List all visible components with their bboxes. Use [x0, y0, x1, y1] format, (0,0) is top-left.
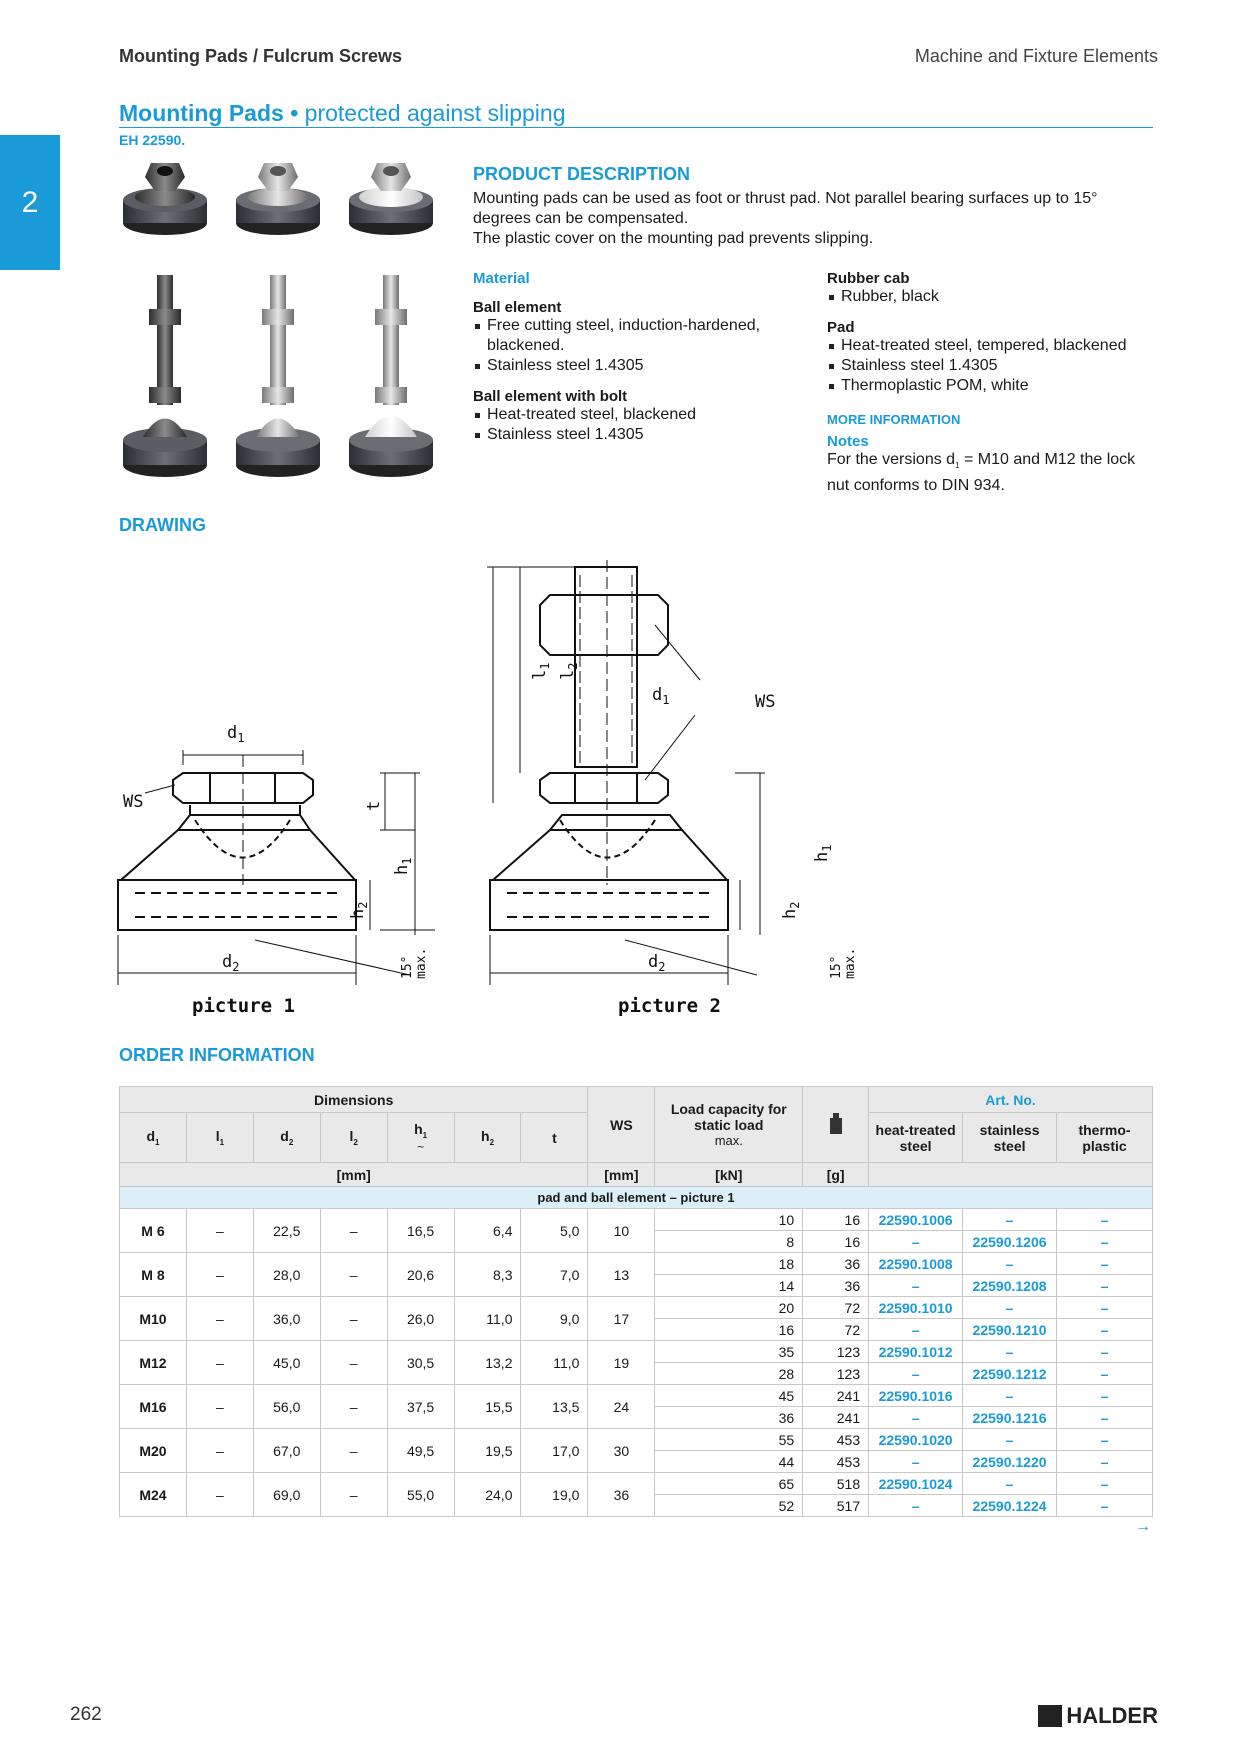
cell-d2: 56,0: [253, 1385, 320, 1429]
cell-stainless: –: [963, 1253, 1057, 1275]
cell-l1: –: [186, 1473, 253, 1517]
cell-l1: –: [186, 1429, 253, 1473]
photo-pad-white: [349, 163, 433, 235]
l1-label: $l_1$: [530, 662, 552, 680]
cell-d2: 45,0: [253, 1341, 320, 1385]
picture-2-caption: picture 2: [618, 995, 721, 1017]
cell-heat: –: [869, 1407, 963, 1429]
cell-g: 241: [803, 1385, 869, 1407]
rubber-cab-list: [827, 287, 1157, 307]
title-bold: Mounting Pads •: [119, 100, 299, 126]
table-row: [120, 1297, 1153, 1319]
cell-l1: –: [186, 1385, 253, 1429]
page-title: [119, 100, 566, 127]
cell-h1: 20,6: [387, 1253, 454, 1297]
cell-load: 44: [655, 1451, 803, 1473]
cell-heat: –: [869, 1319, 963, 1341]
pad-label: Pad: [827, 319, 855, 336]
cell-t: 5,0: [521, 1209, 588, 1253]
unit-mm: [mm]: [120, 1163, 588, 1187]
cell-heat[interactable]: 22590.1020: [869, 1429, 963, 1451]
drawing-picture-1-shapes: [118, 750, 435, 985]
notes-sub: 1: [955, 461, 960, 471]
cell-d1: M10: [120, 1297, 187, 1341]
cell-load: 36: [655, 1407, 803, 1429]
cell-h2: 8,3: [454, 1253, 521, 1297]
d1-label-2: $d_1$: [652, 685, 670, 707]
angle-label-2: 15°: [829, 955, 844, 979]
rubber-cab-label: Rubber cab: [827, 270, 910, 287]
cell-stainless: –: [963, 1209, 1057, 1231]
cell-g: 123: [803, 1363, 869, 1385]
cell-t: 19,0: [521, 1473, 588, 1517]
cell-load: 18: [655, 1253, 803, 1275]
ball-element-bolt-label: Ball element with bolt: [473, 388, 628, 405]
notes-post: = M10 and M12 the lock nut conforms to DIN 934.: [827, 451, 1136, 495]
cell-load: 52: [655, 1495, 803, 1517]
table-row: [120, 1473, 1153, 1495]
cell-d1: M12: [120, 1341, 187, 1385]
list-item: Rubber, black: [827, 287, 1157, 307]
cell-d1: M 8: [120, 1253, 187, 1297]
max-label-2: max.: [843, 947, 858, 979]
material-column: [473, 270, 803, 445]
ws-header: WS: [588, 1087, 655, 1163]
table-row: [120, 1341, 1153, 1363]
cell-stainless[interactable]: 22590.1212: [963, 1363, 1057, 1385]
cell-heat[interactable]: 22590.1010: [869, 1297, 963, 1319]
cell-g: 453: [803, 1429, 869, 1451]
continue-arrow-icon[interactable]: →: [1135, 1518, 1151, 1535]
list-item: Stainless steel 1.4305: [473, 425, 803, 445]
cell-l2: –: [320, 1297, 387, 1341]
cell-h1: 37,5: [387, 1385, 454, 1429]
chapter-tab[interactable]: 2: [0, 135, 60, 270]
cell-h2: 15,5: [454, 1385, 521, 1429]
cell-thermo: –: [1057, 1319, 1153, 1341]
cell-thermo: –: [1057, 1429, 1153, 1451]
order-table-header: [120, 1087, 1153, 1187]
d2-label-2: $d_2$: [648, 952, 666, 974]
cell-g: 517: [803, 1495, 869, 1517]
drawing-picture-2-shapes: [487, 560, 765, 985]
cell-g: 36: [803, 1275, 869, 1297]
photo-bolt-steel: [236, 275, 320, 477]
photo-bolt-dark: [123, 275, 207, 477]
cell-d1: M16: [120, 1385, 187, 1429]
cell-stainless[interactable]: 22590.1208: [963, 1275, 1057, 1297]
cell-load: 10: [655, 1209, 803, 1231]
cell-g: 518: [803, 1473, 869, 1495]
cell-l1: –: [186, 1297, 253, 1341]
load-max-text: max.: [714, 1133, 743, 1148]
h1-label-2: $h_1$: [812, 844, 834, 862]
cell-g: 16: [803, 1231, 869, 1253]
cell-l1: –: [186, 1253, 253, 1297]
table-row: [120, 1429, 1153, 1451]
cell-g: 16: [803, 1209, 869, 1231]
cell-d1: M 6: [120, 1209, 187, 1253]
cell-ws: 17: [588, 1297, 655, 1341]
brand-logo: [1038, 1703, 1158, 1729]
cell-h2: 13,2: [454, 1341, 521, 1385]
h2-label: $h_2$: [348, 901, 370, 919]
d2-label: $d_2$: [222, 952, 240, 974]
col-l1: $l_1$: [186, 1113, 253, 1163]
notes-pre: For the versions d: [827, 451, 956, 468]
running-header-left: Mounting Pads / Fulcrum Screws: [119, 46, 403, 66]
cell-load: 8: [655, 1231, 803, 1253]
cell-load: 55: [655, 1429, 803, 1451]
cell-ws: 24: [588, 1385, 655, 1429]
photo-bolt-white: [349, 275, 433, 477]
cell-thermo: –: [1057, 1297, 1153, 1319]
cell-h1: 16,5: [387, 1209, 454, 1253]
load-header: [655, 1087, 803, 1163]
cell-g: 36: [803, 1253, 869, 1275]
cell-load: 28: [655, 1363, 803, 1385]
cell-thermo: –: [1057, 1363, 1153, 1385]
cell-thermo: –: [1057, 1385, 1153, 1407]
photo-pad-dark: [123, 163, 207, 235]
cell-thermo: –: [1057, 1231, 1153, 1253]
cell-heat: –: [869, 1363, 963, 1385]
cell-h2: 24,0: [454, 1473, 521, 1517]
brand-name: HALDER: [1066, 1703, 1158, 1728]
col-d1: $d_1$: [120, 1113, 187, 1163]
art-no-header: Art. No.: [869, 1087, 1153, 1113]
page-number: 262: [70, 1704, 102, 1725]
title-rest: protected against slipping: [298, 100, 566, 126]
cell-stainless[interactable]: 22590.1220: [963, 1451, 1057, 1473]
cell-load: 14: [655, 1275, 803, 1297]
unit-blank: [869, 1163, 1153, 1187]
cell-l2: –: [320, 1473, 387, 1517]
cell-stainless: –: [963, 1341, 1057, 1363]
running-header-right: Machine and Fixture Elements: [914, 46, 1158, 66]
cell-g: 72: [803, 1297, 869, 1319]
order-table-body: [120, 1187, 1153, 1517]
table-row: [120, 1253, 1153, 1275]
cell-t: 7,0: [521, 1253, 588, 1297]
cell-ws: 13: [588, 1253, 655, 1297]
cell-heat[interactable]: 22590.1024: [869, 1473, 963, 1495]
list-item: Free cutting steel, induction-hardened, blackened.: [473, 316, 803, 356]
cell-d2: 22,5: [253, 1209, 320, 1253]
cell-t: 17,0: [521, 1429, 588, 1473]
cell-h2: 19,5: [454, 1429, 521, 1473]
notes-label: Notes: [827, 433, 869, 450]
cell-d2: 28,0: [253, 1253, 320, 1297]
cell-t: 13,5: [521, 1385, 588, 1429]
col-stainless: stainless steel: [963, 1113, 1057, 1163]
cell-ws: 30: [588, 1429, 655, 1473]
ball-element-list: [473, 316, 803, 376]
col-t: t: [521, 1113, 588, 1163]
l2-label: $l_2$: [558, 662, 580, 680]
col-thermoplastic: thermo- plastic: [1057, 1113, 1153, 1163]
dimensions-header: Dimensions: [120, 1087, 588, 1113]
max-label: max.: [414, 947, 429, 979]
title-rule: [119, 127, 1153, 128]
unit-kn: [kN]: [655, 1163, 803, 1187]
cell-l2: –: [320, 1253, 387, 1297]
cell-heat[interactable]: 22590.1006: [869, 1209, 963, 1231]
cell-thermo: –: [1057, 1451, 1153, 1473]
cell-thermo: –: [1057, 1209, 1153, 1231]
cell-d2: 69,0: [253, 1473, 320, 1517]
section-row: pad and ball element – picture 1: [120, 1187, 1153, 1209]
cell-h1: 26,0: [387, 1297, 454, 1341]
cell-t: 11,0: [521, 1341, 588, 1385]
angle-label: 15°: [400, 955, 415, 979]
weight-icon: [803, 1087, 869, 1163]
cell-heat: –: [869, 1495, 963, 1517]
cell-d2: 67,0: [253, 1429, 320, 1473]
cell-thermo: –: [1057, 1495, 1153, 1517]
col-h2: $h_2$: [454, 1113, 521, 1163]
table-row: [120, 1209, 1153, 1231]
cell-stainless[interactable]: 22590.1210: [963, 1319, 1057, 1341]
cell-stainless: –: [963, 1473, 1057, 1495]
cell-thermo: –: [1057, 1407, 1153, 1429]
cell-stainless: –: [963, 1385, 1057, 1407]
ws-label-2: WS: [755, 692, 776, 712]
cell-g: 123: [803, 1341, 869, 1363]
technical-drawing: [115, 555, 875, 1030]
cell-load: 45: [655, 1385, 803, 1407]
cell-load: 65: [655, 1473, 803, 1495]
list-item: Stainless steel 1.4305: [827, 356, 1157, 376]
notes-text: [827, 450, 1157, 496]
cell-heat: –: [869, 1275, 963, 1297]
col-h1: $h_1$ ~: [387, 1113, 454, 1163]
order-table: [119, 1086, 1153, 1517]
cell-load: 35: [655, 1341, 803, 1363]
drawing-heading: DRAWING: [119, 515, 206, 535]
h2-label-2: $h_2$: [780, 901, 802, 919]
halder-logo-icon: [1038, 1705, 1062, 1727]
description-paragraph-2: The plastic cover on the mounting pad prevents slipping.: [473, 230, 874, 247]
cell-load: 16: [655, 1319, 803, 1341]
material-heading: Material: [473, 270, 530, 287]
cell-ws: 36: [588, 1473, 655, 1517]
order-information-heading: ORDER INFORMATION: [119, 1045, 315, 1065]
cell-l2: –: [320, 1341, 387, 1385]
cell-stainless[interactable]: 22590.1216: [963, 1407, 1057, 1429]
cell-d2: 36,0: [253, 1297, 320, 1341]
cell-g: 241: [803, 1407, 869, 1429]
cell-d1: M24: [120, 1473, 187, 1517]
ball-element-label: Ball element: [473, 299, 562, 316]
cell-ws: 19: [588, 1341, 655, 1385]
cell-h2: 6,4: [454, 1209, 521, 1253]
cell-h1: 30,5: [387, 1341, 454, 1385]
product-code: EH 22590.: [119, 132, 186, 148]
h1-label: $h_1$: [392, 857, 414, 875]
load-header-text: Load capacity for static load: [670, 1101, 787, 1133]
col-heat-treated: heat-treated steel: [869, 1113, 963, 1163]
list-item: Thermoplastic POM, white: [827, 376, 1157, 396]
unit-mm-ws: [mm]: [588, 1163, 655, 1187]
cell-stainless: –: [963, 1429, 1057, 1451]
cell-l1: –: [186, 1341, 253, 1385]
list-item: Stainless steel 1.4305: [473, 356, 803, 376]
pad-list: [827, 336, 1157, 396]
cell-thermo: –: [1057, 1341, 1153, 1363]
d1-label: $d_1$: [227, 723, 245, 745]
cell-d1: M20: [120, 1429, 187, 1473]
cell-h2: 11,0: [454, 1297, 521, 1341]
cell-l1: –: [186, 1209, 253, 1253]
cell-thermo: –: [1057, 1253, 1153, 1275]
list-item: Heat-treated steel, tempered, blackened: [827, 336, 1157, 356]
ball-element-bolt-list: [473, 405, 803, 445]
cell-t: 9,0: [521, 1297, 588, 1341]
cell-stainless[interactable]: 22590.1224: [963, 1495, 1057, 1517]
cell-heat[interactable]: 22590.1012: [869, 1341, 963, 1363]
cell-heat[interactable]: 22590.1016: [869, 1385, 963, 1407]
t-label: t: [364, 800, 384, 811]
more-information-heading[interactable]: MORE INFORMATION: [827, 412, 961, 427]
photo-pad-steel: [236, 163, 320, 235]
cell-g: 72: [803, 1319, 869, 1341]
cell-stainless[interactable]: 22590.1206: [963, 1231, 1057, 1253]
cell-load: 20: [655, 1297, 803, 1319]
cell-heat: –: [869, 1451, 963, 1473]
cell-thermo: –: [1057, 1275, 1153, 1297]
cell-g: 453: [803, 1451, 869, 1473]
product-description-heading: PRODUCT DESCRIPTION: [473, 164, 691, 184]
cell-l2: –: [320, 1209, 387, 1253]
cell-h1: 55,0: [387, 1473, 454, 1517]
product-description-text: [473, 189, 1153, 249]
cell-thermo: –: [1057, 1473, 1153, 1495]
ws-label: WS: [123, 792, 144, 812]
unit-g: [g]: [803, 1163, 869, 1187]
cell-heat: –: [869, 1231, 963, 1253]
picture-1-caption: picture 1: [192, 995, 295, 1017]
table-row: [120, 1385, 1153, 1407]
col-d2: $d_2$: [253, 1113, 320, 1163]
cell-ws: 10: [588, 1209, 655, 1253]
cell-l2: –: [320, 1385, 387, 1429]
cell-l2: –: [320, 1429, 387, 1473]
cell-heat[interactable]: 22590.1008: [869, 1253, 963, 1275]
col-l2: $l_2$: [320, 1113, 387, 1163]
cell-stainless: –: [963, 1297, 1057, 1319]
list-item: Heat-treated steel, blackened: [473, 405, 803, 425]
material-column-right: [827, 270, 1157, 496]
description-paragraph-1: Mounting pads can be used as foot or thrust pad. Not parallel bearing surfaces up to 15° degrees can be compensated.: [473, 190, 1098, 227]
product-photos: [119, 155, 454, 480]
cell-h1: 49,5: [387, 1429, 454, 1473]
